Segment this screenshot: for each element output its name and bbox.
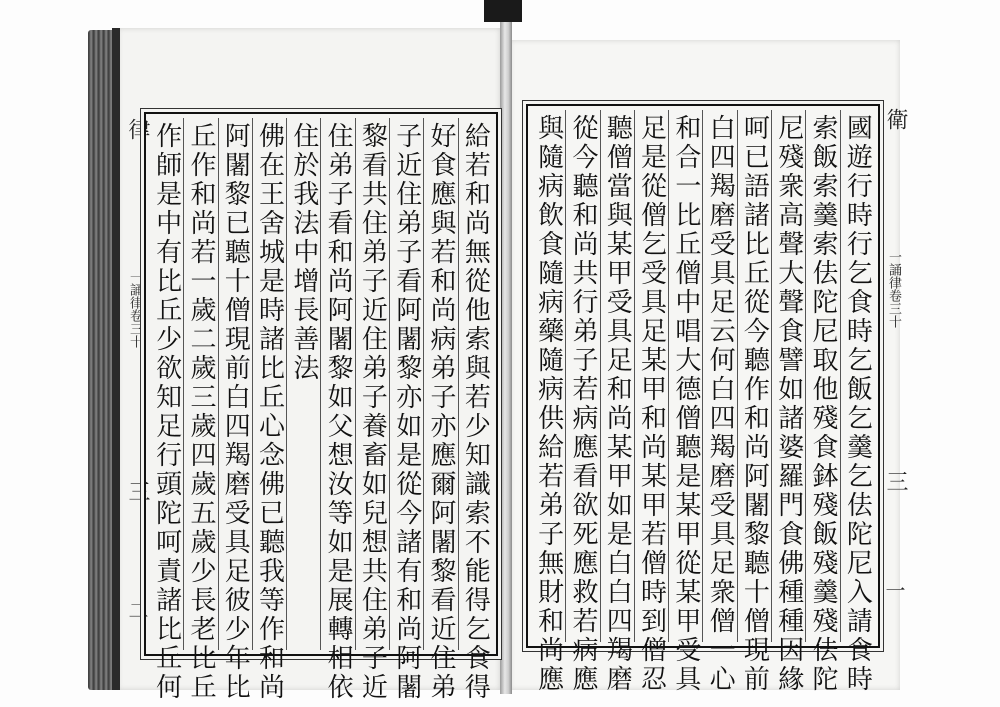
left-text-frame [144,112,498,702]
left-margin-page-number: 二 [125,600,149,620]
column-text: 從今聽和尚共行弟子若病應看欲死應救若病應 [567,114,598,694]
right-text-columns [528,106,878,694]
text-column [702,110,736,694]
text-column [600,110,634,694]
book-gutter [500,22,512,694]
left-margin-page-mark: 三 [125,480,150,502]
text-column [286,118,320,650]
column-text: 聽僧當與某甲受具足和尚某甲如是白白四羯磨 [602,114,633,694]
column-text: 丘作和尚若一歲二歲三歲四歲五歲少長老比丘 [185,122,216,702]
right-text-frame [526,104,880,694]
text-column [668,110,702,694]
text-column [252,118,286,702]
text-column [634,110,668,694]
text-column [218,118,252,702]
text-column [389,118,423,702]
text-column [840,110,874,694]
column-text: 國遊行時行乞食時乞飯乞羹乞佉陀尼入請食時 [842,114,873,694]
column-text: 住弟子看和尚阿闍黎如父想汝等如是展轉相依 [323,122,354,702]
text-column [423,118,457,702]
column-text: 佛在王舍城是時諸比丘心念佛已聽我等作和尚 [254,122,285,702]
column-text: 尼殘衆高聲大聲食譬如諸婆羅門食佛種種因緣 [773,114,804,694]
column-text: 呵已語諸比丘從今聽作和尚阿闍黎聽十僧現前 [739,114,770,694]
text-column [150,118,183,702]
column-text: 作師是中有比丘少欲知足行頭陀呵責諸比丘何 [151,122,182,702]
column-text: 黎看共住弟子近住弟子養畜如兒想共住弟子近 [357,122,388,702]
text-column [805,110,839,694]
right-margin-page-mark: 三 [883,470,908,492]
column-text: 足是從僧乞受具足某甲和尚某甲若僧時到僧忍 [636,114,667,694]
text-column [320,118,354,702]
right-margin-page-number: 一 [882,580,906,600]
right-margin-section: 一誦律卷三十 [886,250,901,328]
column-text: 子近住弟子看阿闍黎亦如是從今諸有和尚阿闍 [391,122,422,702]
text-column [183,118,217,702]
column-text: 與隨病飲食隨病藥隨病供給若弟子無財和尚應 [533,114,564,694]
text-column [565,110,599,694]
column-text: 白四羯磨受具足云何白四羯磨受具足衆僧一心 [705,114,736,694]
left-margin-section: 一誦律卷三十 [127,270,142,348]
left-text-columns [146,114,496,702]
text-column [737,110,771,694]
left-page-edge [112,28,120,690]
text-column [458,118,492,702]
text-column [771,110,805,694]
column-text: 給若和尚無從他索與若少知識索不能得乞食得 [460,122,491,702]
column-text: 好食應與若和尚病弟子亦應爾阿闍黎看近住弟 [426,122,457,702]
binder-clip [484,0,522,22]
text-column [355,118,389,702]
column-text: 住於我法中增長善法 [288,122,319,383]
column-text: 阿闍黎已聽十僧現前白四羯磨受具足彼少年比 [220,122,251,702]
text-column [532,110,565,694]
right-margin-title: 衛 [883,108,908,130]
column-text: 索飯索羹索佉陀尼取他殘食鉢殘飯殘羹殘佉陀 [808,114,839,694]
left-margin-title: 律 [125,118,150,140]
column-text: 和合一比丘僧中唱大德僧聽是某甲從某甲受具 [670,114,701,694]
